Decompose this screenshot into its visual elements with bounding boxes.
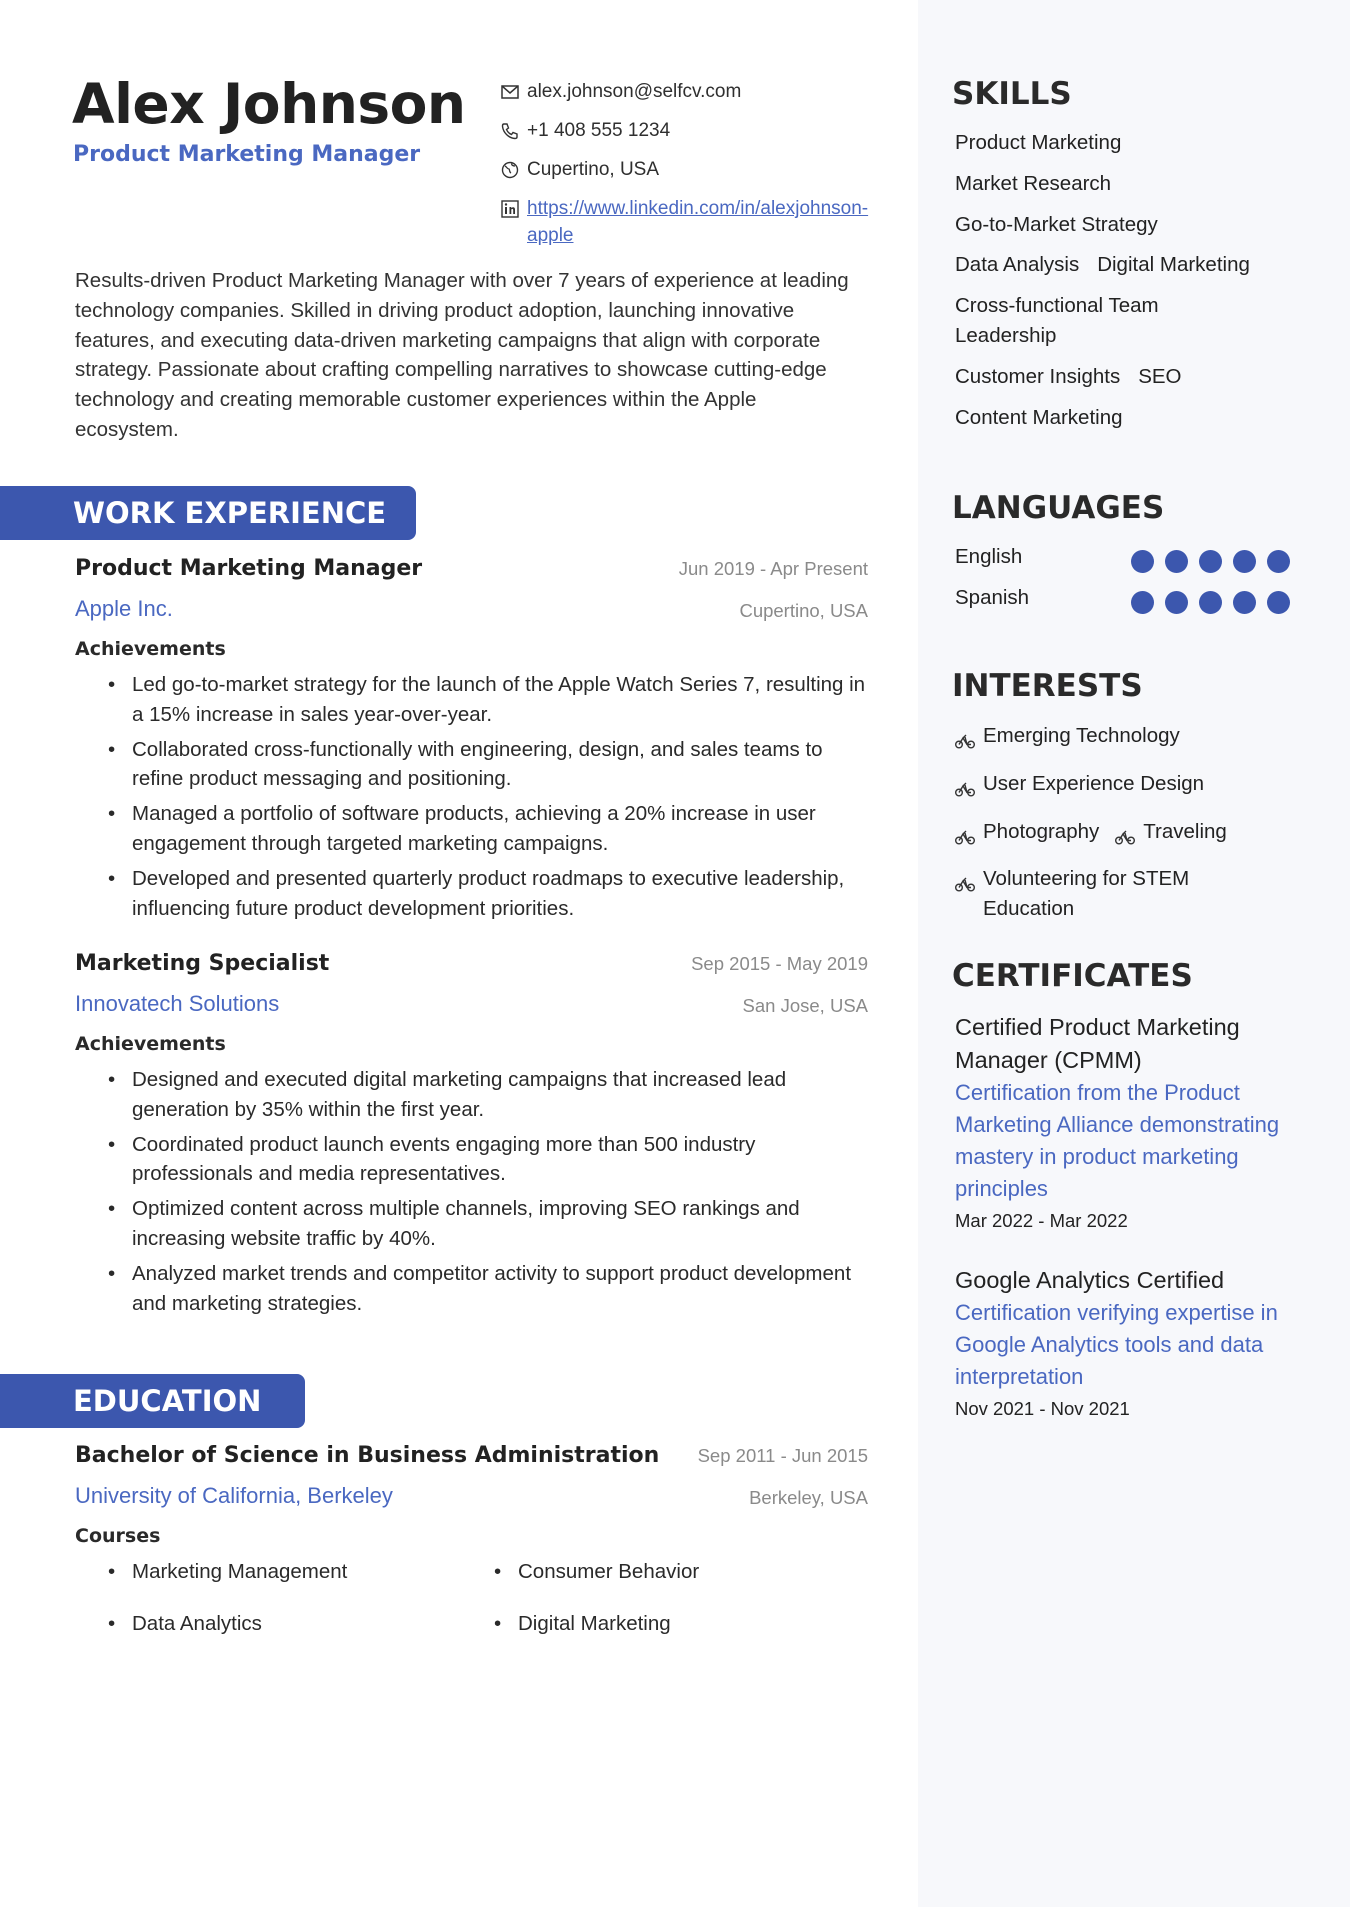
achievement-item: • Optimized content across multiple channels, improving SEO rankings and increasing website traffic by 40%. xyxy=(75,1194,868,1254)
certificate-dates: Nov 2021 - Nov 2021 xyxy=(955,1398,1130,1419)
achievement-item: • Led go-to-market strategy for the launch of the Apple Watch Series 7, resulting in a 15% increase in sales year-over-year. xyxy=(75,670,868,730)
interest-item xyxy=(955,864,1205,924)
achievements-list xyxy=(75,670,868,923)
contact-location xyxy=(500,156,880,183)
skill-row xyxy=(955,291,1215,351)
skill-item: SEO xyxy=(1138,364,1182,388)
interests-heading: INTERESTS xyxy=(952,668,1143,704)
achievement-item: • Developed and presented quarterly product roadmaps to executive leadership, influencing future product development priorities. xyxy=(75,864,868,924)
contact-email xyxy=(500,78,880,105)
job-company: Apple Inc. xyxy=(75,596,173,621)
work-experience-heading: WORK EXPERIENCE xyxy=(0,486,416,540)
phone-text[interactable]: +1 408 555 1234 xyxy=(527,120,671,141)
certificate-entry xyxy=(955,1264,1295,1423)
skill-item: Customer Insights xyxy=(955,364,1121,388)
certificate-name: Certified Product Marketing Manager (CPMM) xyxy=(955,1014,1240,1073)
education-heading: EDUCATION xyxy=(0,1374,305,1428)
education-location: Berkeley, USA xyxy=(749,1487,868,1508)
level-dot xyxy=(1267,550,1290,573)
certificate-description: Certification verifying expertise in Google Analytics tools and data interpretation xyxy=(955,1300,1278,1389)
language-level xyxy=(1120,591,1290,614)
job-entry xyxy=(75,556,868,928)
job-company: Innovatech Solutions xyxy=(75,991,280,1016)
level-dot xyxy=(1267,591,1290,614)
skill-row xyxy=(955,403,1315,433)
globe-icon xyxy=(500,156,520,183)
skill-item: Market Research xyxy=(955,171,1112,195)
level-dot xyxy=(1199,591,1222,614)
skill-item: Product Marketing xyxy=(955,131,1122,154)
interest-row xyxy=(955,721,1295,758)
job-location: San Jose, USA xyxy=(742,995,868,1016)
certificates-heading: CERTIFICATES xyxy=(952,958,1193,994)
course-item: • Digital Marketing xyxy=(461,1609,847,1639)
bicycle-icon xyxy=(955,721,977,758)
school: University of California, Berkeley xyxy=(75,1483,393,1508)
candidate-title: Product Marketing Manager xyxy=(73,142,421,167)
achievements-label: Achievements xyxy=(75,638,226,660)
level-dot xyxy=(1165,550,1188,573)
contact-linkedin xyxy=(500,195,880,249)
job-dates: Sep 2015 - May 2019 xyxy=(691,953,868,974)
course-item: • Marketing Management xyxy=(75,1557,461,1587)
job-role: Marketing Specialist xyxy=(75,951,330,976)
language-name: English xyxy=(955,545,1023,568)
achievement-item: • Coordinated product launch events engaging more than 500 industry professionals and media representatives. xyxy=(75,1130,868,1190)
level-dot xyxy=(1233,591,1256,614)
interest-label: Photography xyxy=(983,819,1100,843)
interest-item xyxy=(955,769,1204,806)
skill-item: Cross-functional Team Leadership xyxy=(955,294,1159,347)
interest-item xyxy=(955,817,1099,854)
degree: Bachelor of Science in Business Administration xyxy=(75,1443,660,1468)
certificate-name: Google Analytics Certified xyxy=(955,1267,1225,1293)
linkedin-link[interactable]: https://www.linkedin.com/in/alexjohnson-apple xyxy=(527,198,869,246)
skill-item: Content Marketing xyxy=(955,405,1123,429)
skill-row xyxy=(955,128,1315,158)
skill-row xyxy=(955,250,1315,280)
courses-label: Courses xyxy=(75,1525,161,1547)
skills-list xyxy=(955,128,1315,443)
education-entry xyxy=(75,1443,868,1639)
course-item: • Consumer Behavior xyxy=(461,1557,847,1587)
achievement-item: • Analyzed market trends and competitor activity to support product development and marketing strategies. xyxy=(75,1259,868,1319)
achievement-item: • Managed a portfolio of software products, achieving a 20% increase in user engagement through targeted marketing campaigns. xyxy=(75,799,868,859)
language-name: Spanish xyxy=(955,586,1030,609)
contact-phone xyxy=(500,117,880,144)
job-location: Cupertino, USA xyxy=(739,600,868,621)
mail-icon xyxy=(500,78,520,105)
bicycle-icon xyxy=(955,817,977,854)
skill-item: Data Analysis xyxy=(955,253,1080,277)
level-dot xyxy=(1199,550,1222,573)
skills-heading: SKILLS xyxy=(952,76,1072,112)
course-item: • Data Analytics xyxy=(75,1609,461,1639)
interest-label: User Experience Design xyxy=(983,771,1205,795)
contact-list xyxy=(500,78,880,261)
interest-row xyxy=(955,864,1295,924)
candidate-name: Alex Johnson xyxy=(72,72,466,136)
certificate-entry xyxy=(955,1011,1295,1235)
interest-item xyxy=(955,721,1180,758)
phone-icon xyxy=(500,117,520,144)
profile-summary: Results-driven Product Marketing Manager with over 7 years of experience at leading technology companies. Skilled in driving product adoption, launching innovative features, and executing data-driven marketing campaigns that align with corporate strategy. Passionate about crafting compelling narratives to showcase cutting-edge technology and creating memorable customer experiences within the Apple ecosystem. xyxy=(75,269,849,441)
skill-item: Go-to-Market Strategy xyxy=(955,212,1158,236)
interest-label: Traveling xyxy=(1143,819,1227,843)
language-level xyxy=(1120,550,1290,573)
interest-label: Emerging Technology xyxy=(983,724,1180,747)
job-dates: Jun 2019 - Apr Present xyxy=(678,558,868,579)
job-role: Product Marketing Manager xyxy=(75,556,423,581)
achievements-label: Achievements xyxy=(75,1033,226,1055)
job-entry xyxy=(75,951,868,1323)
language-row xyxy=(955,586,1290,616)
skill-row xyxy=(955,169,1315,199)
email-text[interactable]: alex.johnson@selfcv.com xyxy=(527,81,742,102)
certificate-description: Certification from the Product Marketing Alliance demonstrating mastery in product marketing principles xyxy=(955,1080,1280,1201)
linkedin-icon xyxy=(500,195,520,222)
bicycle-icon xyxy=(955,864,977,901)
bicycle-icon xyxy=(1115,817,1137,854)
interest-label: Volunteering for STEM Education xyxy=(983,867,1190,921)
courses-list xyxy=(75,1557,868,1639)
achievement-item: • Designed and executed digital marketing campaigns that increased lead generation by 35% within the first year. xyxy=(75,1065,868,1125)
interest-item xyxy=(1115,817,1227,854)
interest-row xyxy=(955,769,1295,806)
languages-heading: LANGUAGES xyxy=(952,490,1165,526)
skill-row xyxy=(955,362,1315,392)
language-row xyxy=(955,545,1290,575)
achievements-list xyxy=(75,1065,868,1318)
level-dot xyxy=(1131,550,1154,573)
level-dot xyxy=(1131,591,1154,614)
interests-list xyxy=(955,721,1295,935)
bicycle-icon xyxy=(955,769,977,806)
skill-row xyxy=(955,210,1315,240)
certificate-dates: Mar 2022 - Mar 2022 xyxy=(955,1210,1128,1231)
interest-row xyxy=(955,817,1295,854)
skill-item: Digital Marketing xyxy=(1097,253,1250,277)
education-dates: Sep 2011 - Jun 2015 xyxy=(697,1445,868,1466)
level-dot xyxy=(1165,591,1188,614)
location-text: Cupertino, USA xyxy=(527,159,660,180)
achievement-item: • Collaborated cross-functionally with engineering, design, and sales teams to refine product messaging and positioning. xyxy=(75,735,868,795)
level-dot xyxy=(1233,550,1256,573)
